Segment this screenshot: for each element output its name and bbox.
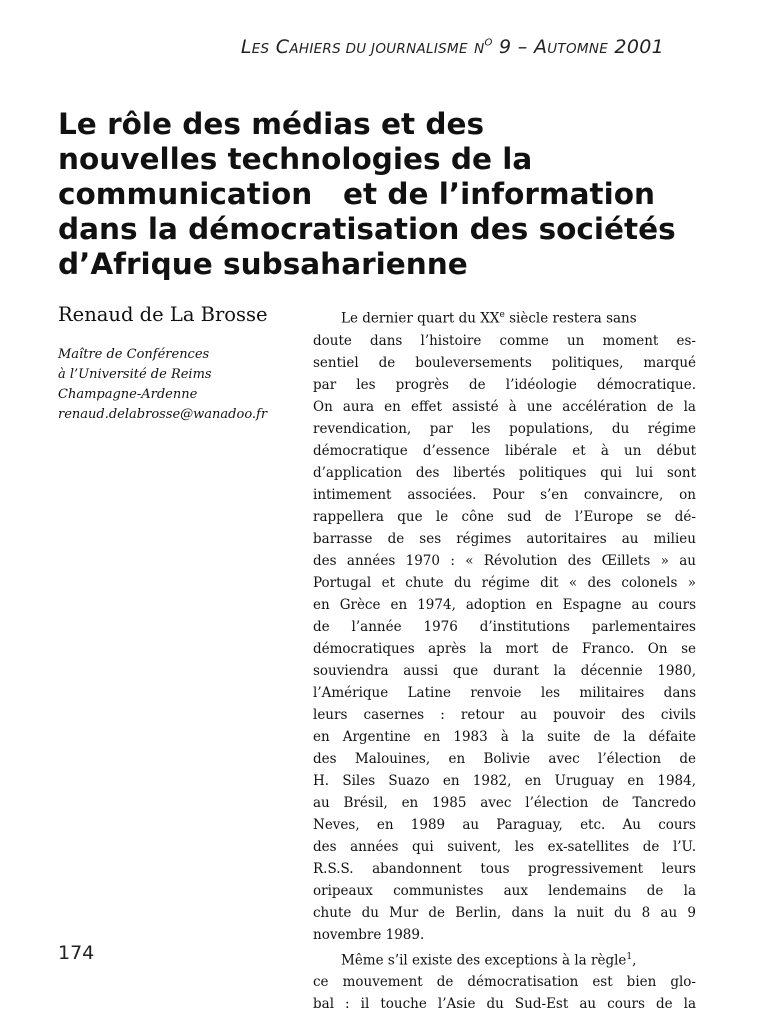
body-line: revendication, par les populations, du régime (313, 420, 696, 437)
body-line: au Brésil, en 1985 avec l’élection de Tancredo (313, 794, 696, 811)
affiliation-line: à l’Université de Reims (58, 367, 212, 382)
body-line: des années qui suivent, les ex-satellites de l’U. (313, 838, 696, 855)
affiliation-line: Maître de Conférences (58, 347, 210, 362)
author-name: Renaud de La Brosse (58, 303, 268, 326)
author-email: renaud.delabrosse@wanadoo.fr (58, 407, 268, 422)
body-line: oripeaux communistes aux lendemains de la (313, 882, 696, 899)
title-line: d’Afrique subsaharienne (58, 247, 468, 281)
title-line: Le rôle des médias et des (58, 107, 485, 141)
page-number: 174 (58, 942, 95, 964)
title-line: nouvelles technologies de la (58, 142, 533, 176)
body-line: de l’année 1976 d’institutions parlementaires (313, 618, 696, 635)
body-line: démocratiques après la mort de Franco. On se (313, 640, 696, 657)
body-line: novembre 1989. (313, 926, 425, 943)
body-line: des Malouines, en Bolivie avec l’élection de (313, 750, 696, 767)
body-line: H. Siles Suazo en 1982, en Uruguay en 1984, (313, 772, 696, 789)
title-line: dans la démocratisation des sociétés (58, 212, 676, 246)
body-line: l’Amérique Latine renvoie les militaires dans (313, 684, 696, 701)
body-line: bal : il touche l’Asie du Sud-Est au cours de la (313, 996, 696, 1012)
body-line: intimement associées. Pour s’en convaincre, on (313, 486, 696, 503)
body-line: en Grèce en 1974, adoption en Espagne au cours (313, 596, 696, 613)
body-line: d’application des libertés politiques qui lui sont (313, 464, 696, 481)
body-line: chute du Mur de Berlin, dans la nuit du 8 au 9 (313, 904, 696, 921)
affiliation-line: Champagne-Ardenne (58, 387, 198, 402)
body-text (313, 304, 696, 1015)
body-line: démocratique d’essence libérale et à un début (313, 442, 696, 459)
article-title (58, 107, 718, 282)
body-line: Même s’il existe des exceptions à la règle$^1$, (341, 951, 637, 968)
body-line: en Argentine en 1983 à la suite de la défaite (313, 728, 696, 745)
body-line: rappellera que le cône sud de l’Europe se dé- (313, 508, 696, 525)
body-line: des années 1970 : « Révolution des Œillets » au (313, 552, 696, 569)
body-line: Neves, en 1989 au Paraguay, etc. Au cours (313, 816, 696, 833)
body-line: souviendra aussi que durant la décennie 1980, (313, 662, 696, 679)
body-line: ce mouvement de démocratisation est bien glo- (313, 974, 696, 990)
body-line: sentiel de bouleversements politiques, marqué (313, 354, 696, 371)
body-line: leurs casernes : retour au pouvoir des civils (313, 706, 696, 723)
body-line: Le dernier quart du XXe siècle restera sans (341, 310, 637, 327)
author-affiliation (58, 345, 298, 425)
body-line: par les progrès de l’idéologie démocratique. (313, 376, 696, 393)
running-header: LES CAHIERS DU JOURNALISME $N^O$ 9 – AUTOMNE 2001 (240, 36, 664, 58)
title-line: communication et de l’information (58, 177, 656, 211)
body-line: On aura en effet assisté à une accélération de la (313, 398, 696, 415)
body-line: doute dans l’histoire comme un moment es- (313, 332, 696, 349)
body-line: barrasse de ses régimes autoritaires au milieu (313, 530, 696, 547)
body-line: R.S.S. abandonnent tous progressivement leurs (313, 860, 696, 877)
body-line: Portugal et chute du régime dit « des colonels » (313, 574, 696, 591)
